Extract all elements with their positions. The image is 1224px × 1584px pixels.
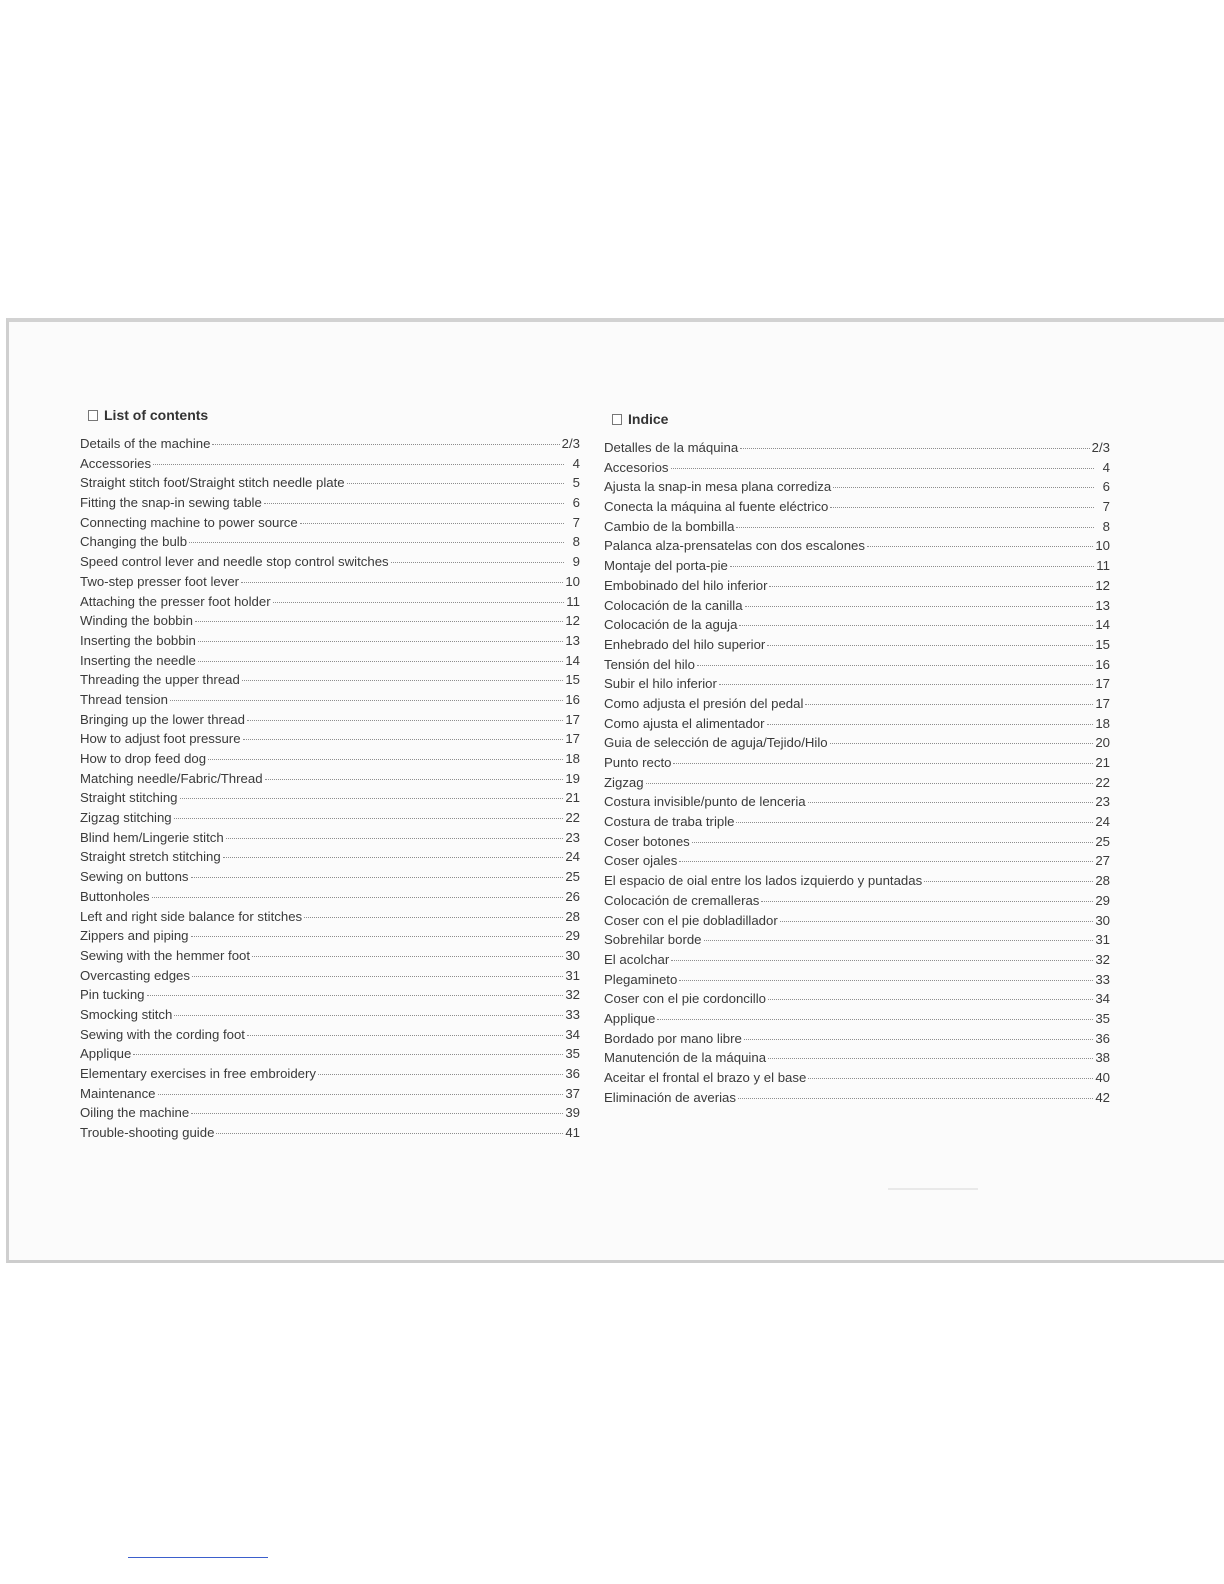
toc-entry [80, 712, 580, 732]
entry-page-number: 14 [1095, 617, 1110, 633]
dot-leader [833, 487, 1094, 488]
dot-leader [191, 1113, 563, 1114]
entry-title: Zippers and piping [80, 928, 189, 944]
entry-title: Cambio de la bombilla [604, 518, 735, 534]
entry-page-number: 7 [572, 514, 580, 530]
entry-title: Conecta la máquina al fuente eléctrico [604, 499, 829, 515]
toc-entry [604, 775, 1110, 795]
dot-leader [761, 901, 1093, 902]
toc-entry [604, 1031, 1110, 1051]
dot-leader [216, 1133, 563, 1134]
toc-entry [604, 1070, 1110, 1090]
entry-title: Sewing on buttons [80, 869, 189, 885]
entry-page-number: 41 [565, 1125, 580, 1141]
toc-entry [604, 696, 1110, 716]
dot-leader [252, 956, 563, 957]
faint-scan-mark [888, 1188, 978, 1190]
toc-entry [604, 676, 1110, 696]
dot-leader [736, 527, 1094, 528]
toc-entry [604, 1090, 1110, 1110]
entry-title: Details of the machine [80, 436, 211, 451]
entry-page-number: 19 [565, 770, 580, 786]
dot-leader [767, 645, 1093, 646]
entry-title: Matching needle/Fabric/Thread [80, 770, 263, 786]
entry-title: Bringing up the lower thread [80, 711, 245, 727]
dot-leader [191, 877, 564, 878]
entry-title: Tensión del hilo [604, 656, 695, 672]
dot-leader [924, 881, 1093, 882]
checkbox-icon [612, 414, 622, 425]
toc-entry [604, 558, 1110, 578]
checkbox-icon [88, 410, 98, 421]
entry-title: Bordado por mano libre [604, 1030, 742, 1046]
entry-page-number: 16 [565, 691, 580, 707]
dot-leader [744, 1039, 1094, 1040]
toc-entry [604, 932, 1110, 952]
toc-entry [604, 440, 1110, 460]
entry-page-number: 30 [1095, 912, 1110, 928]
toc-entry [80, 633, 580, 653]
dot-leader [170, 700, 563, 701]
entry-page-number: 17 [1095, 676, 1110, 692]
toc-entry [80, 495, 580, 515]
toc-entry [80, 456, 580, 476]
entry-page-number: 22 [565, 810, 580, 826]
dot-leader [174, 1015, 563, 1016]
dot-leader [769, 586, 1093, 587]
entry-title: Coser con el pie cordoncillo [604, 991, 766, 1007]
toc-entry [80, 554, 580, 574]
toc-entry [80, 889, 580, 909]
dot-leader [152, 897, 564, 898]
toc-entry [80, 849, 580, 869]
entry-title: Inserting the needle [80, 652, 196, 668]
toc-entry [80, 653, 580, 673]
entry-title: Connecting machine to power source [80, 514, 298, 530]
entry-title: Applique [80, 1046, 132, 1062]
dot-leader [805, 704, 1093, 705]
dot-leader [212, 444, 559, 445]
entry-title: Oiling the machine [80, 1105, 190, 1121]
entry-title: Plegamineto [604, 971, 678, 987]
toc-entry [80, 1046, 580, 1066]
toc-entry [80, 928, 580, 948]
entry-page-number: 24 [565, 849, 580, 865]
entry-title: Straight stitch foot/Straight stitch needle plate [80, 475, 345, 491]
dot-leader [198, 641, 563, 642]
dot-leader [704, 940, 1094, 941]
entry-page-number: 17 [1095, 695, 1110, 711]
dot-leader [242, 680, 564, 681]
entry-title: Smocking stitch [80, 1006, 173, 1022]
entry-title: Buttonholes [80, 888, 150, 904]
entry-page-number: 23 [1095, 794, 1110, 810]
entry-page-number: 36 [565, 1066, 580, 1081]
entry-page-number: 15 [565, 672, 580, 688]
dot-leader [867, 546, 1093, 547]
toc-entry [604, 499, 1110, 519]
toc-entry [80, 613, 580, 633]
toc-entry [604, 735, 1110, 755]
dot-leader [730, 566, 1094, 567]
entry-page-number: 8 [572, 534, 580, 550]
entry-page-number: 27 [1095, 853, 1110, 869]
entry-title: Accessories [80, 455, 152, 471]
entry-title: Como adjusta el presión del pedal [604, 695, 804, 711]
entry-title: Blind hem/Lingerie stitch [80, 829, 224, 845]
entry-title: Costura invisible/punto de lenceria [604, 794, 806, 810]
entry-page-number: 33 [565, 1006, 580, 1022]
entry-page-number: 29 [1095, 892, 1110, 908]
entry-title: Overcasting edges [80, 967, 190, 983]
entry-page-number: 42 [1095, 1089, 1110, 1105]
toc-entry [80, 987, 580, 1007]
entry-title: Palanca alza-prensatelas con dos escalones [604, 538, 865, 554]
toc-entry [604, 814, 1110, 834]
toc-entry [80, 534, 580, 554]
entry-page-number: 21 [565, 790, 580, 806]
dot-leader [147, 995, 564, 996]
entry-title: Zigzag stitching [80, 810, 172, 826]
dot-leader [697, 665, 1093, 666]
toc-entry [80, 1105, 580, 1125]
dot-leader [223, 857, 564, 858]
entry-page-number: 35 [1095, 1010, 1110, 1026]
dot-leader [273, 602, 564, 603]
entry-title: Coser con el pie dobladillador [604, 912, 778, 928]
dot-leader [780, 921, 1094, 922]
spanish-index-heading [612, 410, 1110, 428]
dot-leader [738, 1098, 1093, 1099]
dot-leader [264, 503, 564, 504]
toc-entry [80, 436, 580, 456]
toc-entry [80, 909, 580, 929]
toc-entry [604, 519, 1110, 539]
dot-leader [304, 917, 563, 918]
entry-title: Straight stretch stitching [80, 849, 221, 865]
toc-entry [604, 913, 1110, 933]
entry-page-number: 4 [572, 455, 580, 471]
entry-page-number: 34 [1095, 991, 1110, 1007]
entry-title: Detalles de la máquina [604, 440, 739, 455]
dot-leader [226, 838, 564, 839]
dot-leader [191, 936, 564, 937]
spanish-index-list [604, 440, 1110, 1109]
entry-title: Speed control lever and needle stop control switches [80, 554, 389, 570]
entry-page-number: 39 [565, 1105, 580, 1121]
entry-title: Sewing with the cording foot [80, 1026, 245, 1042]
entry-title: Aceitar el frontal el brazo y el base [604, 1070, 807, 1085]
entry-page-number: 8 [1102, 518, 1110, 534]
entry-page-number: 13 [565, 632, 580, 648]
entry-page-number: 5 [572, 475, 580, 491]
entry-title: Montaje del porta-pie [604, 558, 728, 574]
entry-title: How to adjust foot pressure [80, 731, 241, 747]
entry-title: Ajusta la snap-in mesa plana corrediza [604, 479, 832, 495]
entry-title: Como ajusta el alimentador [604, 715, 765, 731]
dot-leader [679, 980, 1093, 981]
toc-entry [80, 830, 580, 850]
dot-leader [153, 464, 564, 465]
dot-leader [739, 625, 1093, 626]
dot-leader [808, 802, 1094, 803]
entry-page-number: 14 [565, 652, 580, 668]
blue-underline-mark [128, 1557, 268, 1558]
dot-leader [158, 1094, 564, 1095]
toc-entry [80, 968, 580, 988]
entry-title: Punto recto [604, 755, 672, 770]
entry-title: Attaching the presser foot holder [80, 593, 271, 609]
entry-title: Applique [604, 1010, 656, 1026]
entry-page-number: 17 [565, 711, 580, 727]
entry-title: Sewing with the hemmer foot [80, 947, 251, 963]
toc-entry [604, 873, 1110, 893]
dot-leader [192, 976, 563, 977]
entry-page-number: 9 [572, 554, 580, 570]
entry-title: El acolchar [604, 951, 670, 967]
entry-page-number: 12 [1095, 577, 1110, 593]
dot-leader [768, 999, 1093, 1000]
entry-page-number: 32 [565, 987, 580, 1003]
toc-entry [604, 460, 1110, 480]
dot-leader [768, 1058, 1093, 1059]
entry-title: Threading the upper thread [80, 672, 240, 688]
entry-title: Maintenance [80, 1085, 156, 1101]
entry-page-number: 25 [565, 869, 580, 885]
entry-page-number: 25 [1095, 833, 1110, 849]
toc-entry [604, 598, 1110, 618]
dot-leader [247, 1035, 563, 1036]
dot-leader [719, 684, 1093, 685]
dot-leader [673, 763, 1093, 764]
dot-leader [646, 783, 1094, 784]
entry-page-number: 34 [565, 1026, 580, 1042]
toc-entry [604, 972, 1110, 992]
entry-title: Coser ojales [604, 853, 678, 869]
toc-entry [604, 1011, 1110, 1031]
dot-leader [830, 743, 1094, 744]
entry-page-number: 36 [1095, 1030, 1110, 1046]
entry-title: Embobinado del hilo inferior [604, 577, 768, 593]
toc-entry [80, 731, 580, 751]
entry-page-number: 18 [1095, 715, 1110, 731]
dot-leader [391, 562, 564, 563]
toc-entry [80, 574, 580, 594]
entry-page-number: 17 [565, 731, 580, 747]
entry-page-number: 31 [565, 967, 580, 983]
dot-leader [347, 483, 564, 484]
entry-page-number: 10 [565, 573, 580, 589]
entry-page-number: 30 [565, 947, 580, 963]
entry-page-number: 40 [1095, 1070, 1110, 1085]
toc-entry [604, 755, 1110, 775]
entry-title: Left and right side balance for stitches [80, 908, 303, 924]
toc-entry [80, 515, 580, 535]
toc-entry [604, 637, 1110, 657]
toc-entry [604, 1050, 1110, 1070]
entry-page-number: 15 [1095, 636, 1110, 652]
entry-title: Subir el hilo inferior [604, 676, 717, 692]
entry-title: Guia de selección de aguja/Tejido/Hilo [604, 735, 828, 751]
entry-title: Zigzag [604, 774, 644, 790]
dot-leader [679, 861, 1093, 862]
toc-entry [80, 948, 580, 968]
entry-page-number: 24 [1095, 814, 1110, 830]
english-contents-heading [88, 406, 580, 424]
entry-title: Thread tension [80, 691, 168, 707]
entry-page-number: 2/3 [1091, 440, 1110, 455]
toc-entry [80, 771, 580, 791]
entry-page-number: 35 [565, 1046, 580, 1062]
entry-title: Straight stitching [80, 790, 178, 806]
dot-leader [243, 739, 564, 740]
dot-leader [318, 1074, 563, 1075]
entry-page-number: 28 [1095, 873, 1110, 889]
entry-title: Sobrehilar borde [604, 932, 702, 948]
entry-title: Costura de traba triple [604, 814, 735, 830]
dot-leader [265, 779, 564, 780]
dot-leader [808, 1078, 1093, 1079]
entry-title: Enhebrado del hilo superior [604, 636, 766, 652]
toc-entry [604, 853, 1110, 873]
entry-page-number: 28 [565, 908, 580, 924]
toc-entry [80, 790, 580, 810]
entry-page-number: 12 [565, 613, 580, 629]
entry-title: Inserting the bobbin [80, 632, 196, 648]
entry-title: Elementary exercises in free embroidery [80, 1066, 317, 1081]
toc-entry [604, 991, 1110, 1011]
toc-entry [604, 657, 1110, 677]
entry-page-number: 11 [1096, 558, 1110, 574]
entry-page-number: 7 [1102, 499, 1110, 515]
toc-entry [80, 1007, 580, 1027]
english-contents-list [80, 436, 580, 1145]
entry-page-number: 32 [1095, 951, 1110, 967]
entry-title: Pin tucking [80, 987, 145, 1003]
entry-title: Colocación de cremalleras [604, 892, 760, 908]
dot-leader [180, 798, 564, 799]
dot-leader [300, 523, 564, 524]
entry-title: Fitting the snap-in sewing table [80, 495, 262, 511]
heading-label: Indice [628, 411, 669, 427]
dot-leader [195, 621, 563, 622]
dot-leader [830, 507, 1094, 508]
toc-entry [604, 716, 1110, 736]
entry-page-number: 33 [1095, 971, 1110, 987]
entry-page-number: 18 [565, 751, 580, 766]
dot-leader [671, 960, 1093, 961]
toc-entry [604, 538, 1110, 558]
entry-page-number: 16 [1095, 656, 1110, 672]
entry-title: El espacio de oial entre los lados izquierdo y puntadas [604, 873, 923, 889]
dot-leader [247, 720, 563, 721]
entry-title: Changing the bulb [80, 534, 188, 550]
entry-page-number: 37 [565, 1085, 580, 1101]
entry-page-number: 23 [565, 829, 580, 845]
dot-leader [657, 1019, 1093, 1020]
entry-title: Eliminación de averias [604, 1089, 736, 1105]
dot-leader [692, 842, 1094, 843]
english-contents-column [80, 406, 580, 1145]
entry-page-number: 22 [1095, 774, 1110, 790]
entry-page-number: 29 [565, 928, 580, 944]
toc-entry [604, 952, 1110, 972]
entry-title: Colocación de la canilla [604, 597, 743, 613]
entry-title: Colocación de la aguja [604, 617, 738, 633]
toc-entry [604, 893, 1110, 913]
toc-entry [604, 617, 1110, 637]
dot-leader [740, 448, 1090, 449]
toc-entry [80, 475, 580, 495]
heading-label: List of contents [104, 407, 209, 423]
dot-leader [174, 818, 564, 819]
toc-entry [80, 869, 580, 889]
toc-entry [80, 692, 580, 712]
toc-entry [80, 751, 580, 771]
entry-page-number: 4 [1102, 459, 1110, 475]
entry-page-number: 26 [565, 888, 580, 904]
dot-leader [671, 468, 1095, 469]
entry-title: Two-step presser foot lever [80, 573, 240, 589]
toc-entry [80, 594, 580, 614]
toc-entry [604, 834, 1110, 854]
toc-entry [80, 1066, 580, 1086]
toc-entry [80, 810, 580, 830]
entry-page-number: 38 [1095, 1050, 1110, 1066]
entry-title: Accesorios [604, 459, 669, 475]
entry-page-number: 10 [1095, 538, 1110, 554]
dot-leader [736, 822, 1093, 823]
dot-leader [133, 1054, 563, 1055]
entry-title: How to drop feed dog [80, 751, 207, 766]
toc-entry [604, 479, 1110, 499]
entry-title: Trouble-shooting guide [80, 1125, 215, 1141]
entry-title: Coser botones [604, 833, 690, 849]
toc-entry [80, 672, 580, 692]
entry-page-number: 20 [1095, 735, 1110, 751]
dot-leader [198, 661, 563, 662]
toc-entry [80, 1125, 580, 1145]
entry-page-number: 21 [1095, 755, 1110, 770]
toc-entry [80, 1086, 580, 1106]
entry-title: Winding the bobbin [80, 613, 193, 629]
entry-page-number: 6 [572, 495, 580, 511]
spanish-index-column [604, 410, 1110, 1109]
dot-leader [189, 542, 564, 543]
entry-page-number: 2/3 [561, 436, 580, 451]
toc-entry [604, 578, 1110, 598]
dot-leader [745, 606, 1094, 607]
entry-page-number: 6 [1102, 479, 1110, 495]
entry-page-number: 31 [1095, 932, 1110, 948]
dot-leader [767, 724, 1094, 725]
toc-entry [604, 794, 1110, 814]
dot-leader [208, 759, 563, 760]
entry-page-number: 13 [1095, 597, 1110, 613]
entry-page-number: 11 [566, 593, 580, 609]
entry-title: Manutención de la máquina [604, 1050, 767, 1066]
toc-entry [80, 1027, 580, 1047]
dot-leader [241, 582, 563, 583]
